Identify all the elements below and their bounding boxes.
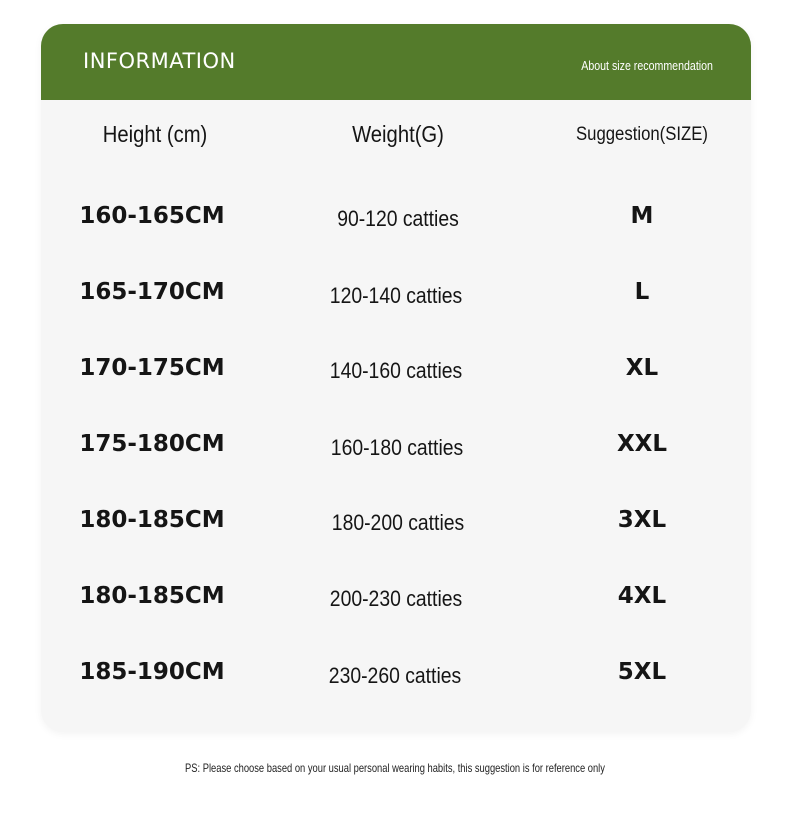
row-7-height: 185-190CM — [79, 659, 225, 685]
footnote: PS: Please choose based on your usual personal wearing habits, this suggestion is for reference only — [185, 761, 605, 775]
row-6-weight: 200-230 catties — [329, 586, 463, 611]
chart-header — [41, 24, 751, 100]
row-2-weight: 120-140 catties — [329, 283, 463, 308]
row-5-height: 180-185CM — [79, 507, 225, 533]
row-4-height: 175-180CM — [79, 431, 225, 457]
row-2-size: L — [634, 279, 650, 305]
row-2-height: 165-170CM — [79, 279, 225, 305]
row-3-size: XL — [625, 355, 659, 381]
row-4-weight: 160-180 catties — [330, 435, 464, 460]
column-header-size: Suggestion(SIZE) — [576, 124, 708, 145]
row-4-size: XXL — [616, 431, 668, 457]
column-header-height: Height (cm) — [102, 121, 208, 147]
row-6-height: 180-185CM — [79, 583, 225, 609]
row-6-size: 4XL — [617, 583, 667, 609]
row-1-size: M — [630, 203, 654, 229]
header-title: INFORMATION — [83, 49, 236, 73]
row-3-height: 170-175CM — [79, 355, 225, 381]
header-subtitle: About size recommendation — [581, 59, 713, 73]
row-5-size: 3XL — [617, 507, 667, 533]
row-1-height: 160-165CM — [79, 203, 225, 229]
row-7-size: 5XL — [617, 659, 667, 685]
row-5-weight: 180-200 catties — [331, 510, 465, 535]
row-3-weight: 140-160 catties — [329, 358, 463, 383]
row-7-weight: 230-260 catties — [328, 663, 462, 688]
column-header-weight: Weight(G) — [352, 121, 444, 147]
row-1-weight: 90-120 catties — [337, 206, 459, 231]
